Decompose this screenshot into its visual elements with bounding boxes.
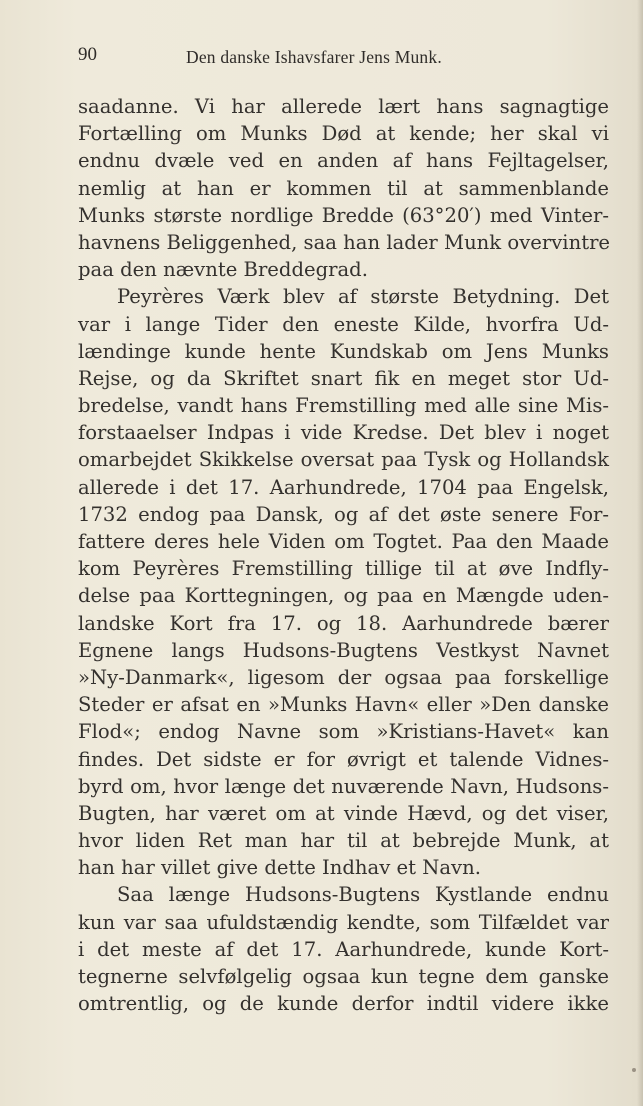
text-line: saadanne. Vi har allerede lært hans sagnagtige bbox=[78, 95, 609, 118]
running-title: Den danske Ishavsfarer Jens Munk. bbox=[186, 47, 442, 67]
text-line: nemlig at han er kommen til at sammenblande bbox=[78, 176, 609, 200]
text-line: Flod«; endog Navne som »Kristians-Havet« kan bbox=[78, 720, 609, 744]
text-line: i det meste af det 17. Aarhundrede, kunde Kort- bbox=[78, 937, 609, 961]
text-line: Munks største nordlige Bredde (63°20′) med Vinter- bbox=[78, 203, 609, 227]
text-line: byrd om, hvor længe det nuværende Navn, Hudsons- bbox=[78, 774, 609, 798]
text-line: Fortælling om Munks Død at kende; her skal vi bbox=[78, 122, 609, 146]
page-header bbox=[78, 40, 608, 76]
text-line: hvor liden Ret man har til at bebrejde Munk, at bbox=[78, 829, 609, 853]
text-line: bredelse, vandt hans Fremstilling med alle sine Mis- bbox=[78, 394, 609, 418]
text-line: landske Kort fra 17. og 18. Aarhundrede bærer bbox=[78, 611, 609, 635]
text-line: paa den nævnte Breddegrad. bbox=[78, 258, 368, 282]
text-line: tegnerne selvfølgelig ogsaa kun tegne dem ganske bbox=[78, 965, 609, 988]
page-number: 90 bbox=[78, 44, 97, 65]
text-line: kun var saa ufuldstændig kendte, som Tilfældet var bbox=[78, 910, 609, 934]
text-line: Peyrères Værk blev af største Betydning. Det bbox=[117, 285, 609, 309]
text-line: Saa længe Hudsons-Bugtens Kystlande endnu bbox=[117, 883, 609, 907]
text-line: Steder er afsat en »Munks Havn« eller »Den danske bbox=[78, 693, 609, 717]
text-line: endnu dvæle ved en anden af hans Fejltagelser, bbox=[78, 149, 609, 173]
text-line: allerede i det 17. Aarhundrede, 1704 paa Engelsk, bbox=[78, 475, 609, 499]
text-line: »Ny-Danmark«, ligesom der ogsaa paa forskellige bbox=[78, 665, 609, 689]
print-speck bbox=[632, 1068, 636, 1072]
text-line: delse paa Korttegningen, og paa en Mængde uden- bbox=[78, 584, 609, 608]
text-line: havnens Beliggenhed, saa han lader Munk overvintre bbox=[78, 230, 611, 254]
text-line: han har villet give dette Indhav et Navn. bbox=[78, 856, 481, 880]
text-line: fattere deres hele Viden om Togtet. Paa den Maade bbox=[78, 530, 609, 553]
body-text bbox=[78, 93, 609, 1017]
text-line: forstaaelser Indpas i vide Kredse. Det blev i noget bbox=[78, 421, 609, 445]
text-line: omtrentlig, og de kunde derfor indtil videre ikke bbox=[78, 992, 609, 1016]
text-line: Egnene langs Hudsons-Bugtens Vestkyst Navnet bbox=[78, 638, 609, 662]
text-line: lændinge kunde hente Kundskab om Jens Munks bbox=[78, 339, 609, 363]
text-line: Bugten, har været om at vinde Hævd, og det viser, bbox=[78, 801, 609, 825]
text-line: omarbejdet Skikkelse oversat paa Tysk og Hollandsk bbox=[78, 448, 609, 472]
text-line: 1732 endog paa Dansk, og af det øste senere For- bbox=[78, 502, 609, 526]
text-line: kom Peyrères Fremstilling tillige til at øve Indfly- bbox=[78, 557, 609, 581]
text-line: Rejse, og da Skriftet snart fik en meget stor Ud- bbox=[78, 366, 609, 390]
text-line: findes. Det sidste er for øvrigt et talende Vidnes- bbox=[78, 747, 609, 771]
page-edge-shadow bbox=[637, 0, 643, 1106]
text-line: var i lange Tider den eneste Kilde, hvorfra Ud- bbox=[78, 312, 609, 336]
